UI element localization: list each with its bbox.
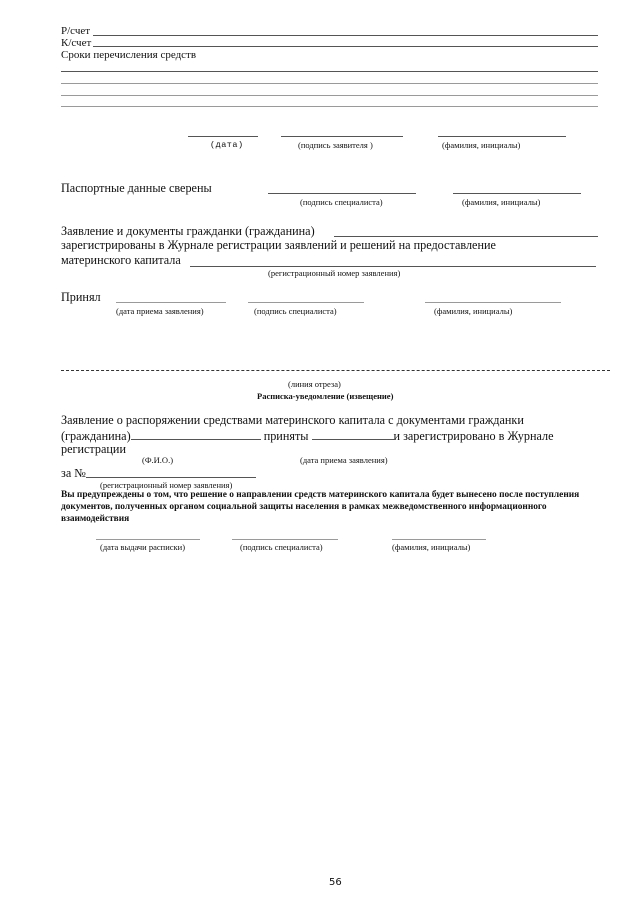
accepted-date-caption: (дата приема заявления) <box>116 306 204 316</box>
passport-name-field[interactable] <box>453 193 581 194</box>
kschet-field[interactable] <box>93 46 598 47</box>
registration-name-field[interactable] <box>334 236 598 237</box>
applicant-date-caption: (дата) <box>210 140 244 150</box>
accepted-signature-field[interactable] <box>248 302 364 303</box>
receipt-signature-field[interactable] <box>232 539 338 540</box>
passport-signature-field[interactable] <box>268 193 416 194</box>
accepted-date-field[interactable] <box>116 302 226 303</box>
receipt-line-2-start: (гражданина) <box>61 429 131 443</box>
cut-line <box>61 370 610 371</box>
receipt-line-2-end: и зарегистрировано в Журнале <box>393 429 554 443</box>
terms-label: Сроки перечисления средств <box>61 49 197 61</box>
receipt-line-3: регистрации <box>61 442 126 456</box>
receipt-name-field-bottom[interactable] <box>392 539 486 540</box>
accepted-signature-caption: (подпись специалиста) <box>254 306 337 316</box>
registration-line-1: Заявление и документы гражданки (гражданина) <box>61 224 315 238</box>
receipt-name-field[interactable] <box>131 428 261 440</box>
receipt-number-caption: (регистрационный номер заявления) <box>100 480 233 490</box>
receipt-date-field[interactable] <box>312 428 394 440</box>
rschet-field[interactable] <box>93 35 598 36</box>
receipt-signature-caption: (подпись специалиста) <box>240 542 323 552</box>
terms-field-line-2[interactable] <box>61 83 598 84</box>
registration-line-3: материнского капитала <box>61 253 181 267</box>
rschet-label: Р/счет <box>61 25 91 37</box>
receipt-line-2 <box>61 428 554 444</box>
terms-field-line-3[interactable] <box>61 95 598 96</box>
receipt-number-field[interactable] <box>86 477 256 478</box>
accepted-name-caption: (фамилия, инициалы) <box>434 306 513 316</box>
passport-signature-caption: (подпись специалиста) <box>300 197 383 207</box>
receipt-number-prefix: за № <box>61 466 86 480</box>
applicant-name-caption: (фамилия, инициалы) <box>442 140 521 150</box>
page-number: 56 <box>329 877 342 888</box>
receipt-date-caption: (дата приема заявления) <box>300 455 388 465</box>
applicant-name-field[interactable] <box>438 136 566 137</box>
registration-number-field[interactable] <box>190 266 596 267</box>
kschet-label: К/счет <box>61 37 92 49</box>
terms-field-line-4[interactable] <box>61 106 598 107</box>
receipt-warning: Вы предупреждены о том, что решение о направлении средств материнского капитала будет вынесено после поступления документов, полученных органом социальной защиты населения в рамках межведомственного информационного взаимодействия <box>61 490 580 524</box>
receipt-fio-caption: (Ф.И.О.) <box>142 455 174 465</box>
applicant-signature-field[interactable] <box>281 136 403 137</box>
receipt-name-caption: (фамилия, инициалы) <box>392 542 471 552</box>
terms-field-line-1[interactable] <box>61 71 598 72</box>
receipt-title: Расписка-уведомление (извещение) <box>257 391 394 401</box>
registration-line-2: зарегистрированы в Журнале регистрации заявлений и решений на предоставление <box>61 238 496 252</box>
cut-caption: (линия отреза) <box>288 379 341 389</box>
accepted-label: Принял <box>61 290 101 304</box>
receipt-line-2-mid: приняты <box>263 429 309 443</box>
registration-number-caption: (регистрационный номер заявления) <box>268 268 401 278</box>
accepted-name-field[interactable] <box>425 302 561 303</box>
applicant-date-field[interactable] <box>188 136 258 137</box>
passport-name-caption: (фамилия, инициалы) <box>462 197 541 207</box>
applicant-signature-caption: (подпись заявителя ) <box>298 140 373 150</box>
receipt-issue-date-caption: (дата выдачи расписки) <box>100 542 186 552</box>
receipt-issue-date-field[interactable] <box>96 539 200 540</box>
receipt-line-1: Заявление о распоряжении средствами материнского капитала с документами гражданки <box>61 413 524 427</box>
passport-label: Паспортные данные сверены <box>61 181 212 195</box>
